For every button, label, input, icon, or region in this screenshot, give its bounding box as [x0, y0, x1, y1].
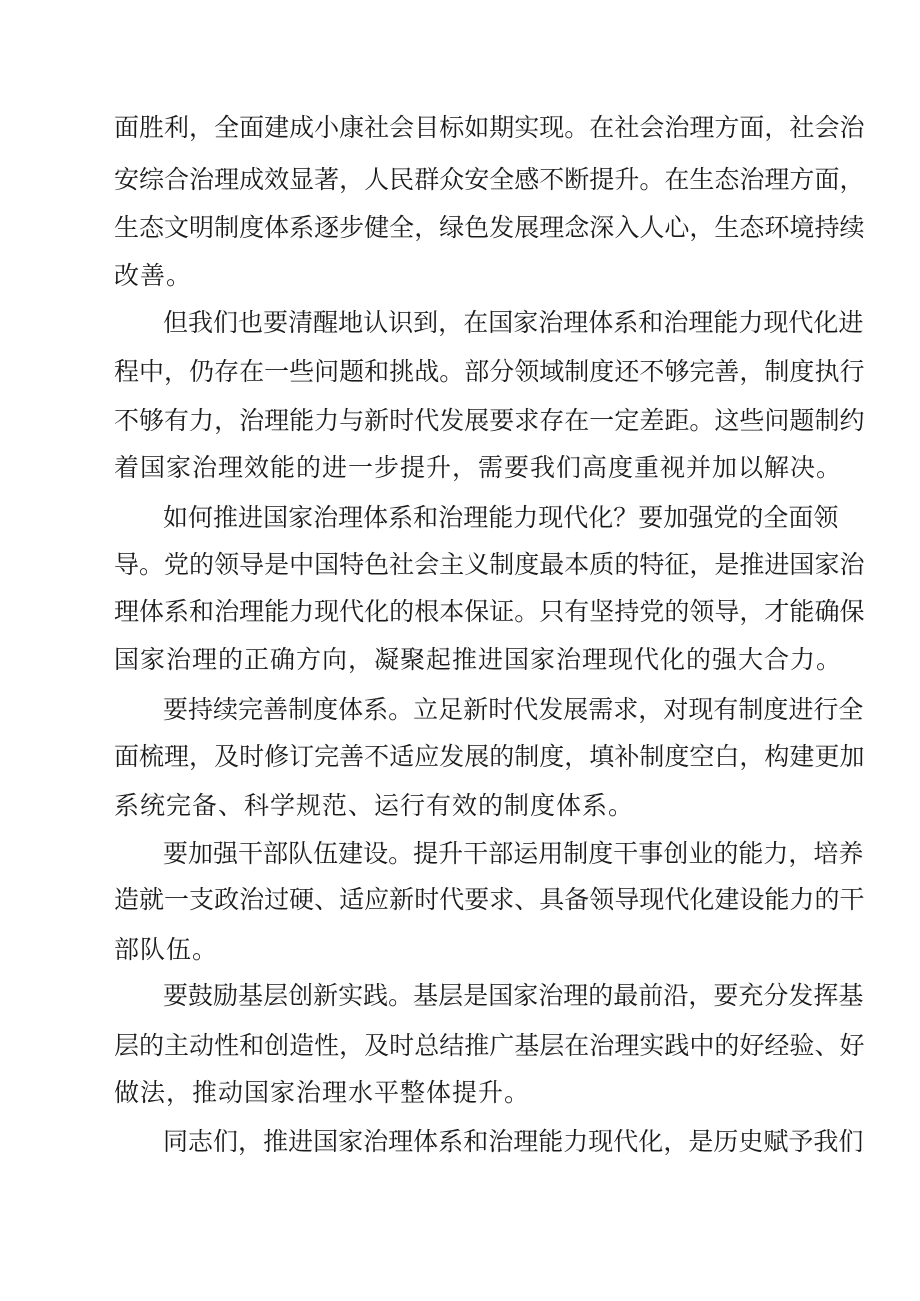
text-line: 面 梳 理 ， 及 时 修 订 完 善 不 适 应 发 展 的 制 度 ， 填 补 制 度 空 白 ， 构 建 更 加: [114, 742, 865, 771]
text-line: 国家治理的正确方向，凝聚起推进国家治理现代化的强大合力。: [114, 645, 843, 674]
text-line: 部队伍。: [114, 935, 219, 964]
text-line: 导 。 党 的 领 导 是 中 国 特 色 社 会 主 义 制 度 最 本 质 的 特 征 ， 是 推 进 国 家 治: [114, 550, 865, 579]
text-line: 改善。: [114, 261, 193, 290]
text-line: 如 何 推 进 国 家 治 理 体 系 和 治 理 能 力 现 代 化 ？ 要 加 强 党 的 全 面 领: [163, 503, 839, 532]
text-line: 要 鼓 励 基 层 创 新 实 践 。 基 层 是 国 家 治 理 的 最 前 沿 ， 要 充 分 发 挥 基: [163, 981, 864, 1010]
text-line: 做法，推动国家治理水平整体提升。: [114, 1078, 531, 1107]
text-line: 系统完备、科学规范、运行有效的制度体系。: [114, 791, 635, 820]
text-line: 要 加 强 干 部 队 伍 建 设 。 提 升 干 部 运 用 制 度 干 事 创 业 的 能 力 ， 培 养: [163, 839, 864, 868]
text-line: 安 综 合 治 理 成 效 显 著 ， 人 民 群 众 安 全 感 不 断 提 升 。 在 生 态 治 理 方 面 ，: [114, 165, 865, 194]
text-line: 层 的 主 动 性 和 创 造 性 ， 及 时 总 结 推 广 基 层 在 治 理 实 践 中 的 好 经 验 、 好: [114, 1031, 865, 1060]
text-line: 同 志 们 ， 推 进 国 家 治 理 体 系 和 治 理 能 力 现 代 化 ， 是 历 史 赋 予 我 们: [163, 1127, 864, 1156]
text-line: 但 我 们 也 要 清 醒 地 认 识 到 ， 在 国 家 治 理 体 系 和 治 理 能 力 现 代 化 进: [163, 308, 864, 337]
text-line: 不 够 有 力 ， 治 理 能 力 与 新 时 代 发 展 要 求 存 在 一 定 差 距 。 这 些 问 题 制 约: [114, 406, 865, 435]
text-line: 面 胜 利 ， 全 面 建 成 小 康 社 会 目 标 如 期 实 现 。 在 社 会 治 理 方 面 ， 社 会 治: [114, 113, 865, 142]
text-line: 着国家治理效能的进一步提升，需要我们高度重视并加以解决。: [114, 453, 843, 482]
text-line: 要 持 续 完 善 制 度 体 系 。 立 足 新 时 代 发 展 需 求 ， 对 现 有 制 度 进 行 全: [163, 695, 864, 724]
text-line: 生 态 文 明 制 度 体 系 逐 步 健 全 ， 绿 色 发 展 理 念 深 入 人 心 ， 生 态 环 境 持 续: [114, 213, 865, 242]
text-line: 程 中 ， 仍 存 在 一 些 问 题 和 挑 战 。 部 分 领 域 制 度 还 不 够 完 善 ， 制 度 执 行: [114, 357, 865, 386]
text-line: 造 就 一 支 政 治 过 硬 、 适 应 新 时 代 要 求 、 具 备 领 导 现 代 化 建 设 能 力 的 干: [114, 885, 865, 914]
text-line: 理 体 系 和 治 理 能 力 现 代 化 的 根 本 保 证 。 只 有 坚 持 党 的 领 导 ， 才 能 确 保: [114, 597, 865, 626]
